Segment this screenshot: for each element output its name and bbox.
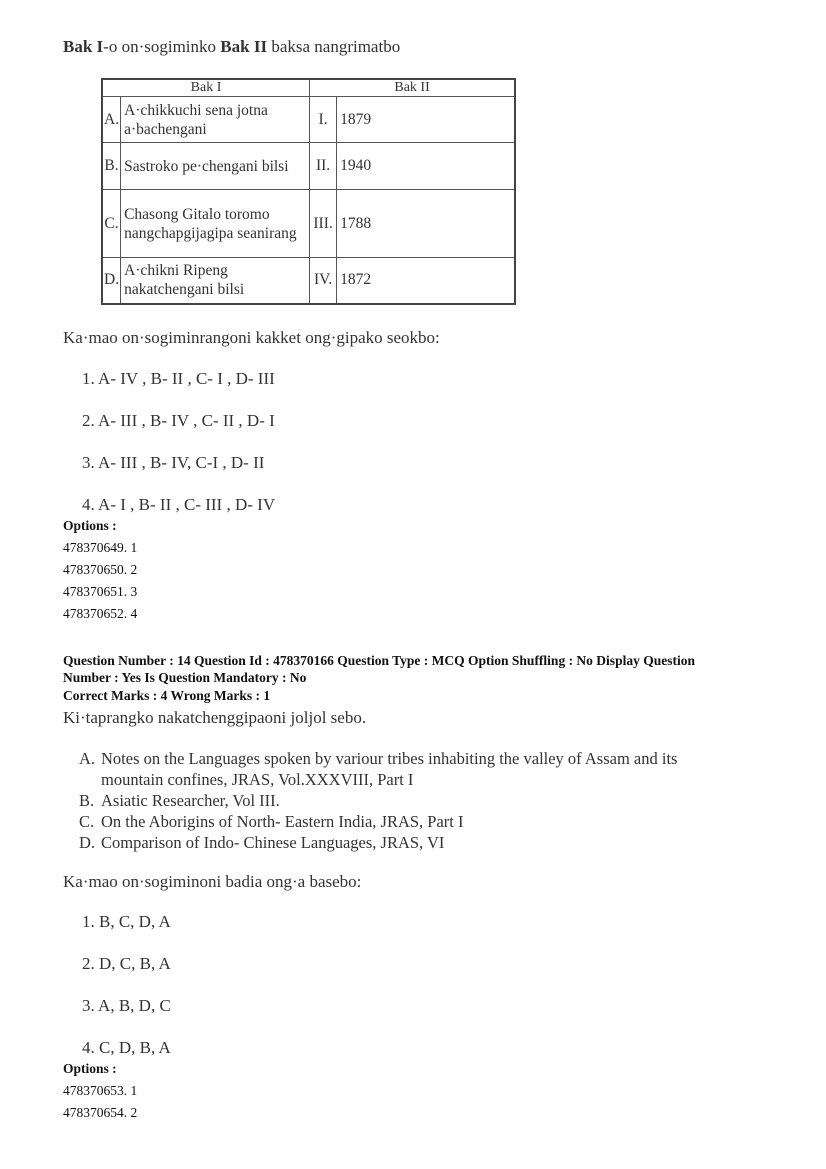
q13-option-id-1: 478370649. 1	[63, 540, 138, 555]
q13-bak1-label: Bak I	[63, 37, 104, 56]
q14-statement-a	[79, 748, 769, 769]
statement-label: B.	[79, 791, 95, 810]
q13-option-id-4: 478370652. 4	[63, 606, 138, 621]
q13-choice-4: 4. A- I , B- II , C- III , D- IV	[82, 495, 276, 514]
q13-option-id-3: 478370651. 3	[63, 584, 138, 599]
row-year: 1872	[337, 258, 516, 304]
row-roman: II.	[310, 143, 337, 190]
q14-meta	[63, 652, 763, 704]
q14-choice-1: 1. B, C, D, A	[82, 912, 171, 931]
table-row	[102, 97, 515, 143]
q14-choice-3: 3. A, B, D, C	[82, 996, 171, 1015]
q13-option-id-2: 478370650. 2	[63, 562, 138, 577]
q14-meta-line-3: Correct Marks : 4 Wrong Marks : 1	[63, 688, 271, 703]
row-letter: B.	[102, 143, 121, 190]
row-roman: IV.	[310, 258, 337, 304]
q13-instruction: Bak I-o on·sogiminko Bak II baksa nangrimatbo	[63, 37, 401, 56]
table-row	[102, 190, 515, 258]
statement-text: Notes on the Languages spoken by variour tribes inhabiting the valley of Assam and its	[101, 749, 678, 768]
table-row	[102, 143, 515, 190]
q13-bak2-label: Bak II	[220, 37, 268, 56]
row-roman: III.	[310, 190, 337, 258]
q14-statement-d	[79, 832, 769, 853]
q14-choice-4: 4. C, D, B, A	[82, 1038, 171, 1057]
q14-option-id-2: 478370654. 2	[63, 1105, 138, 1120]
row-text: Chasong Gitalo toromo nangchapgijagipa seanirang	[121, 190, 310, 258]
q14-meta-line-1: Question Number : 14 Question Id : 478370166 Question Type : MCQ Option Shuffling : No Display Question	[63, 653, 695, 668]
statement-label: D.	[79, 833, 96, 852]
q13-choice-2: 2. A- III , B- IV , C- II , D- I	[82, 411, 275, 430]
q13-choice-3: 3. A- III , B- IV, C-I , D- II	[82, 453, 265, 472]
table-header-row	[102, 79, 515, 97]
statement-text: Asiatic Researcher, Vol III.	[101, 791, 280, 810]
row-letter: C.	[102, 190, 121, 258]
q13-prompt: Ka·mao on·sogiminrangoni kakket ong·gipako seokbo:	[63, 328, 440, 347]
q14-prompt: Ka·mao on·sogiminoni badia ong·a basebo:	[63, 872, 362, 891]
row-year: 1879	[337, 97, 516, 143]
statement-text: On the Aborigins of North- Eastern India, JRAS, Part I	[101, 812, 464, 831]
row-text: Sastroko pe·chengani bilsi	[121, 143, 310, 190]
q14-statement-a-cont: mountain confines, JRAS, Vol.XXXVIII, Part I	[101, 770, 414, 789]
q13-choice-1: 1. A- IV , B- II , C- I , D- III	[82, 369, 275, 388]
table-header-bak2: Bak II	[310, 79, 516, 97]
q14-statement-c	[79, 811, 769, 832]
row-text: A·chikkuchi sena jotna a·bachengani	[121, 97, 310, 143]
statement-label: A.	[79, 749, 96, 768]
q13-match-table	[101, 78, 516, 305]
statement-text: Comparison of Indo- Chinese Languages, JRAS, VI	[101, 833, 445, 852]
q14-options-label: Options :	[63, 1061, 117, 1076]
row-letter: A.	[102, 97, 121, 143]
q14-choice-2: 2. D, C, B, A	[82, 954, 171, 973]
q14-question: Ki·taprangko nakatchenggipaoni joljol sebo.	[63, 708, 367, 727]
row-letter: D.	[102, 258, 121, 304]
q13-options-label: Options :	[63, 518, 117, 533]
row-text: A·chikni Ripeng nakatchengani bilsi	[121, 258, 310, 304]
row-roman: I.	[310, 97, 337, 143]
q14-meta-line-2: Number : Yes Is Question Mandatory : No	[63, 670, 307, 685]
table-row	[102, 258, 515, 304]
row-year: 1788	[337, 190, 516, 258]
q14-option-id-1: 478370653. 1	[63, 1083, 138, 1098]
statement-label: C.	[79, 812, 95, 831]
row-year: 1940	[337, 143, 516, 190]
q14-statement-b	[79, 790, 769, 811]
table-header-bak1: Bak I	[102, 79, 310, 97]
